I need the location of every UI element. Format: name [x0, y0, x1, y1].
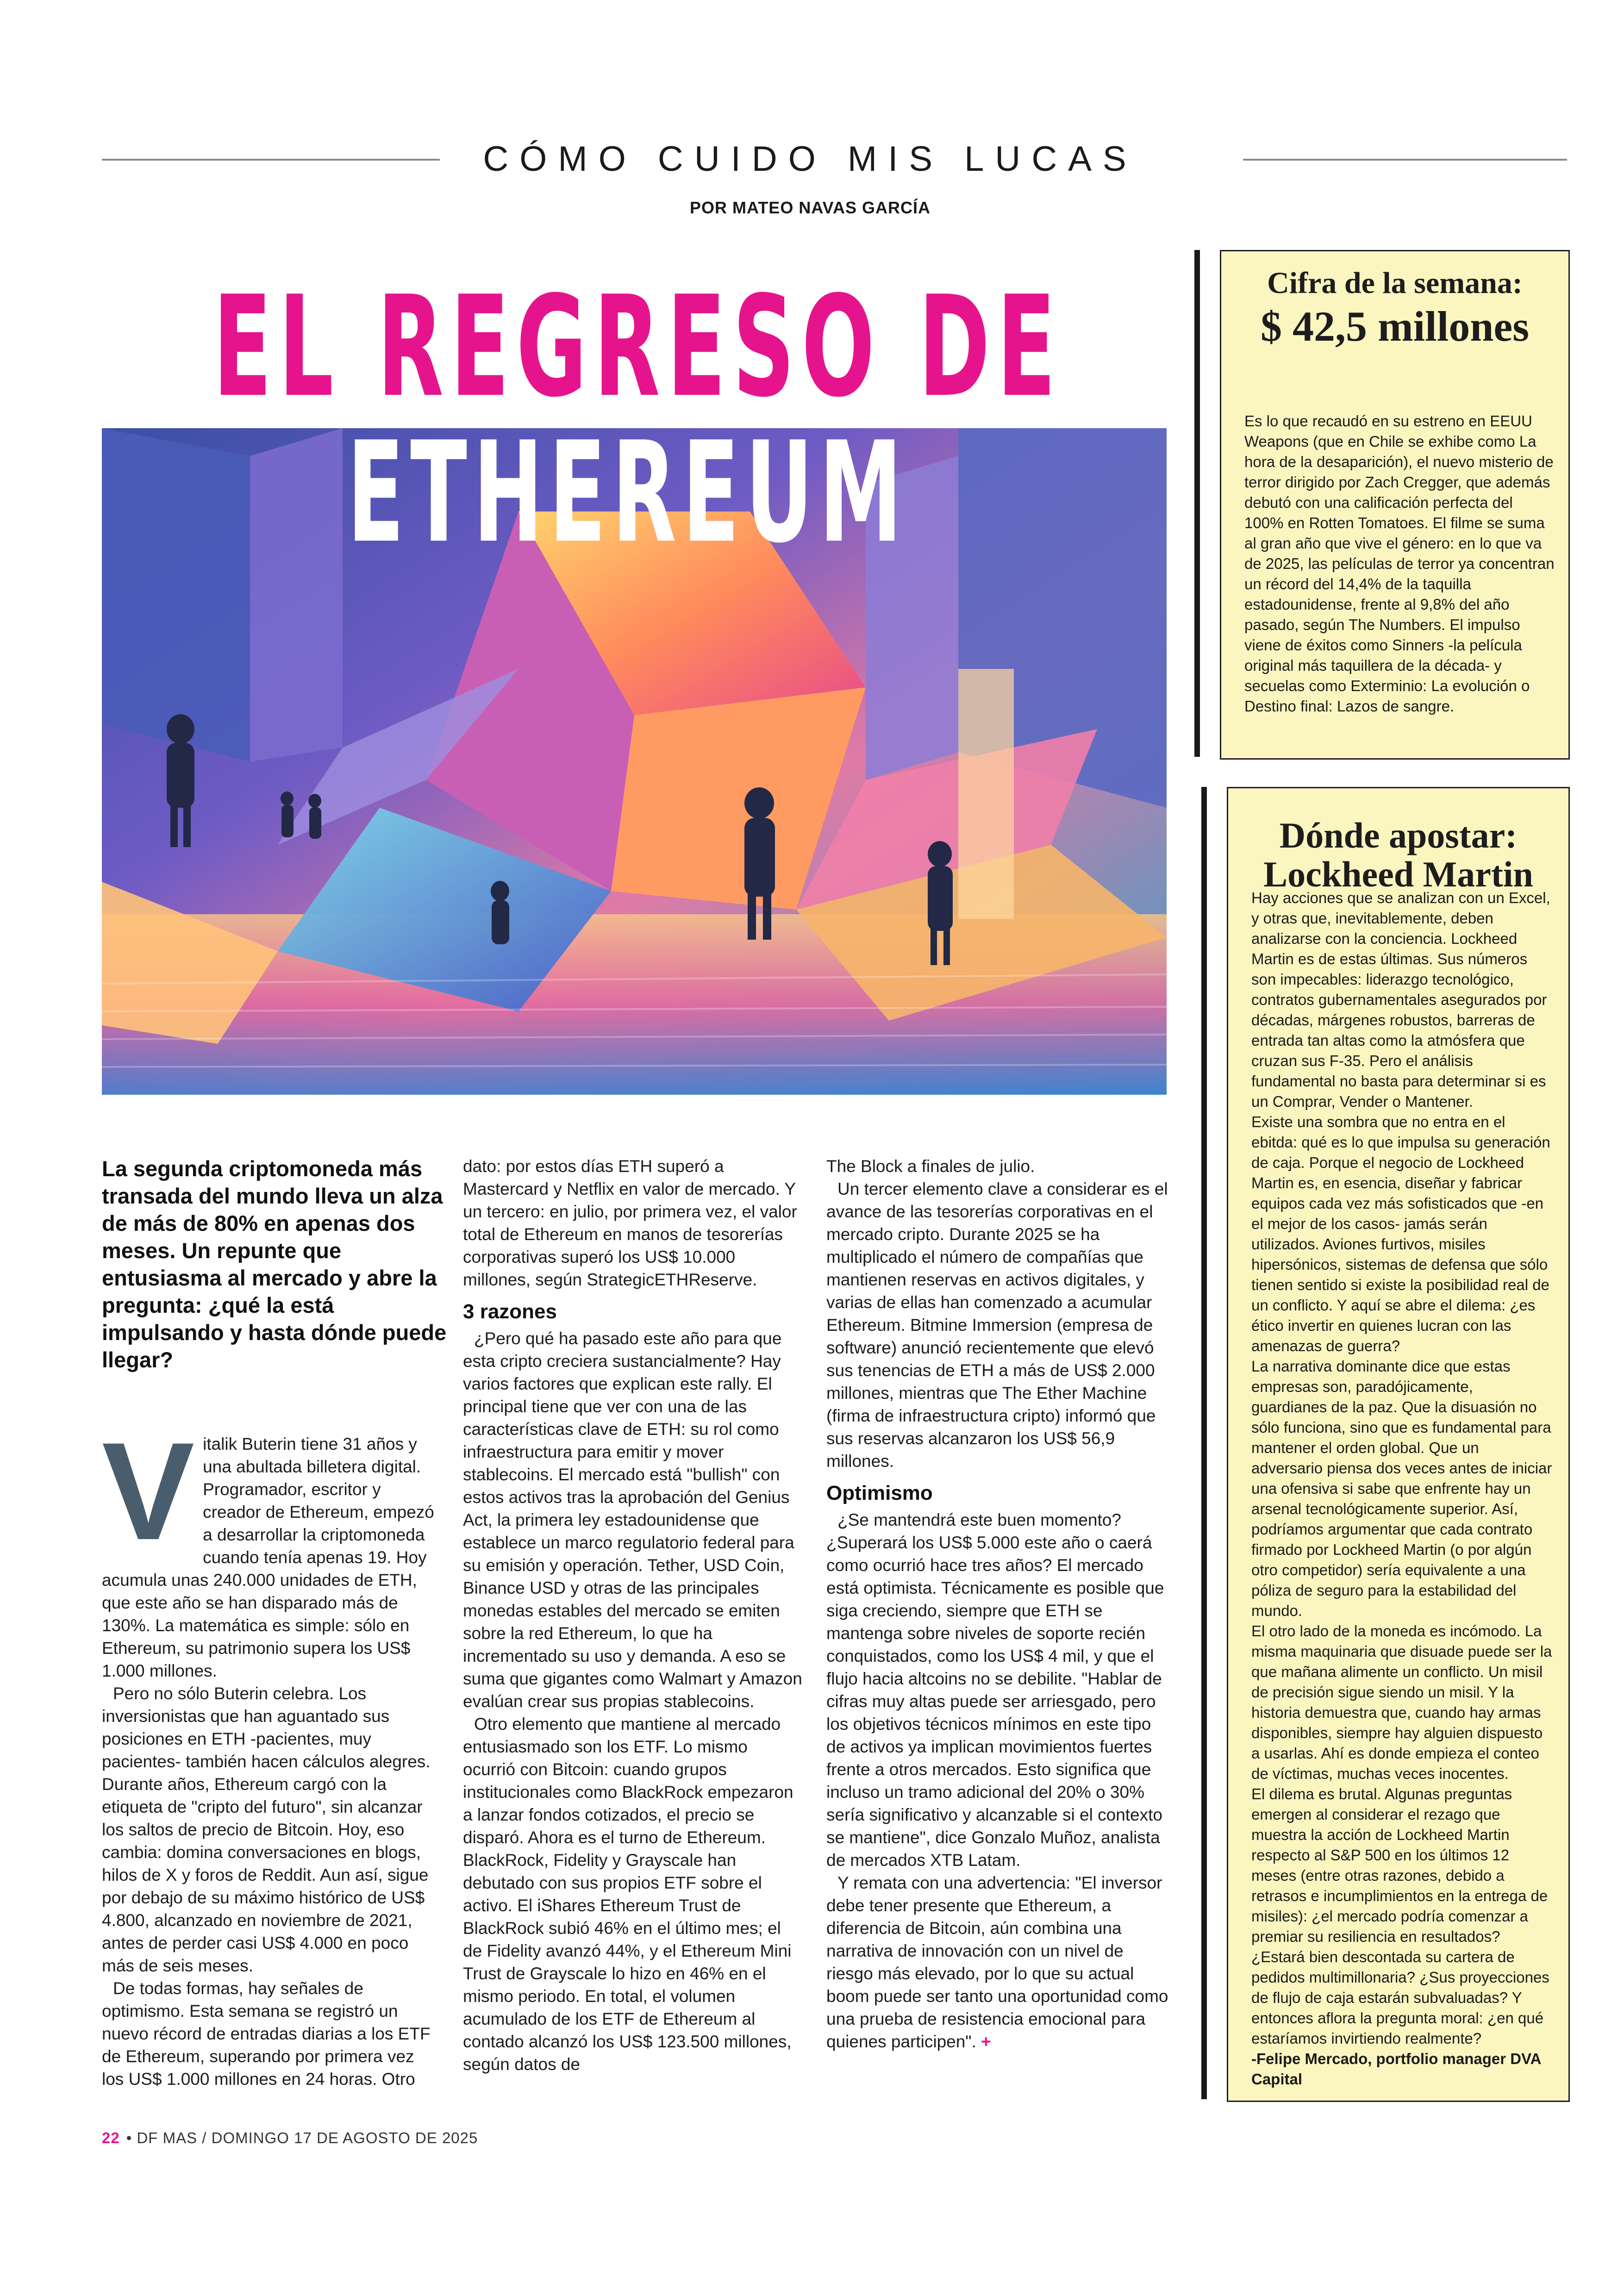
- headline-line-2: ETHEREUM: [347, 412, 908, 574]
- page-number: 22: [102, 2129, 120, 2146]
- headline-line-1: EL REGRESO DE: [213, 266, 1063, 428]
- paragraph: italik Buterin tiene 31 años y una abultada billetera digital. Programador, escritor y creador de Ethereum, empezó a desarrollar la criptomoneda cuando tenía apenas 19. Hoy acumula unas 240.000 unidades de ETH, que este año se han disparado más de 130%. La matemática es simple: sólo en Ethereum, su patrimonio supera los US$ 1.000 millones.: [102, 1434, 434, 1680]
- subheading-optimismo: Optimismo: [826, 1482, 933, 1504]
- sidebar-2-paragraph: El dilema es brutal. Algunas preguntas emergen al considerar el rezago que muestra la acción de Lockheed Martin respecto al S&P 500 en los últimos 12 meses (entre otras razones, debido a retrasos e incumplimientos en la entrega de misiles): ¿el mercado podría comenzar a premiar su resiliencia en resultados? ¿Estará bien descontada su cartera de pedidos multimillonaria? ¿Sus proyecciones de flujo de caja estarán subvaluadas? Y entonces aflora la pregunta moral: ¿en qué estaríamos invirtiendo realmente?: [1251, 1785, 1549, 2047]
- paragraph: [826, 1871, 1169, 2053]
- subheading-3-razones: 3 razones: [463, 1300, 557, 1323]
- sidebar-1-figure: $ 42,5 millones: [1260, 303, 1530, 350]
- sidebar-cifra-semana: [1220, 250, 1570, 760]
- sidebar-2-paragraph: Existe una sombra que no entra en el ebitda: qué es lo que impulsa su generación de caja. Porque el negocio de Lockheed Martin es, en esencia, diseñar y fabricar equipos cada vez más sofisticados que -en el mejor de los casos- jamás serán utilizados. Aviones furtivos, misiles hipersónicos, sistemas de defensa que sólo tienen sentido si existe la posibilidad real de un conflicto. Y aquí se abre el dilema: ¿es ético invertir en quienes lucran con las amenazas de guerra?: [1251, 1113, 1550, 1354]
- sidebar-1-text: Es lo que recaudó en su estreno en EEUU Weapons (que en Chile se exhibe como La hora de la desaparición), el nuevo misterio de terror dirigido por Zach Cregger, que además debutó con una calificación perfecta del 100% en Rotten Tomatoes. El filme se suma al gran año que vive el género: en lo que va de 2025, las películas de terror ya concentran un récord del 14,4% de la taquilla estadounidense, frente al 9,8% del año pasado, según The Numbers. El impulso viene de éxitos como Sinners -la película original más taquillera de la década- y secuelas como Exterminio: La evolución o Destino final: Lazos de sangre.: [1244, 412, 1555, 715]
- article-column-2: [463, 1155, 803, 2076]
- paragraph: ¿Se mantendrá este buen momento? ¿Superará los US$ 5.000 este año o caerá como ocurrió hace tres años? El mercado está optimista. Técnicamente es posible que siga creciendo, siempre que ETH se mantenga sobre niveles de soporte recién conquistados, como los US$ 4 mil, y que el flujo hacia altcoins no se debilite. "Hablar de cifras muy altas puede ser arriesgado, pero los objetivos técnicos mínimos en este tipo de activos ya implican movimientos fuertes frente a otros mercados. Esto significa que incluso un tramo adicional del 20% o 30% sería significativo y alcanzable si el contexto se mantiene", dice Gonzalo Muñoz, analista de mercados XTB Latam.: [826, 1510, 1164, 1870]
- byline: POR MATEO NAVAS GARCÍA: [689, 198, 931, 217]
- paragraph: De todas formas, hay señales de optimismo. Esta semana se registró un nuevo récord de entradas diarias a los ETF de Ethereum, superando por primera vez los US$ 1.000 millones en 24 horas. Otro: [102, 1979, 431, 2089]
- sidebar-2-bar: [1201, 787, 1207, 2099]
- page-footer: [102, 2129, 478, 2147]
- paragraph: Otro elemento que mantiene al mercado entusiasmado son los ETF. Lo mismo ocurrió con Bitcoin: cuando grupos institucionales como BlackRock empezaron a lanzar fondos cotizados, el precio se disparó. Ahora es el turno de Ethereum. BlackRock, Fidelity y Grayscale han debutado con sus propios ETF sobre el activo. El iShares Ethereum Trust de BlackRock subió 46% en el último mes; el de Fidelity avanzó 44%, y el Ethereum Mini Trust de Grayscale lo hizo en 46% en el mismo periodo. En total, el volumen acumulado de los ETF de Ethereum al contado alcanzó los US$ 123.500 millones, según datos de: [463, 1715, 793, 2074]
- end-mark: +: [981, 2032, 991, 2051]
- sidebar-2-paragraph: Hay acciones que se analizan con un Excel, y otras que, inevitablemente, deben analizarse con la conciencia. Lockheed Martin es de estas últimas. Sus números son impecables: liderazgo tecnológico, contratos gubernamentales asegurados por décadas, márgenes robustos, barreras de entrada tan altas como la atmósfera que cruzan sus F-35. Pero el análisis fundamental no basta para determinar si es un Comprar, Vender o Mantener.: [1251, 889, 1550, 1110]
- section-title: CÓMO CUIDO MIS LUCAS: [483, 139, 1137, 179]
- sidebar-2-paragraph: La narrativa dominante dice que estas empresas son, paradójicamente, guardianes de la paz. Que la disuasión no sólo funciona, sino que es fundamental para mantener el orden global. Que un adversario piensa dos veces antes de iniciar una ofensiva si sabe que enfrente hay un arsenal tecnológicamente superior. Así, podríamos argumentar que cada contrato firmado por Lockheed Martin (o por algún otro competidor) sería equivalente a una póliza de seguro para la estabilidad del mundo.: [1251, 1358, 1552, 1619]
- article-column-1: [102, 1413, 437, 2090]
- sidebar-1-title: Cifra de la semana:: [1267, 266, 1523, 300]
- paragraph: ¿Pero qué ha pasado este año para que esta cripto creciera sustancialmente? Hay varios factores que explican este rally. El principal tiene que ver con una de las características clave de ETH: su rol como infraestructura para emitir y mover stablecoins. El mercado está "bullish" con estos activos tras la aprobación del Genius Act, la primera ley estadounidense que establece un marco regulatorio federal para su emisión y operación. Tether, USD Coin, Binance USD y otras de las principales monedas estables del mercado se emiten sobre la red Ethereum, lo que ha incrementado su uso y demanda. A eso se suma que gigantes como Walmart y Amazon evalúan crear sus propias stablecoins.: [463, 1329, 802, 1711]
- sidebar-donde-apostar: [1227, 787, 1570, 2102]
- paragraph: dato: por estos días ETH superó a Mastercard y Netflix en valor de mercado. Y un tercero: en julio, por primera vez, el valor total de Ethereum en manos de tesorerías corporativas superó los US$ 10.000 millones, según StrategicETHReserve.: [463, 1157, 797, 1289]
- drop-cap: V: [102, 1413, 195, 1569]
- paragraph: Un tercer elemento clave a considerar es el avance de las tesorerías corporativas en el mercado cripto. Durante 2025 se ha multiplicado el número de compañías que mantienen reservas en activos digitales, y varias de ellas han comenzado a acumular Ethereum. Bitmine Immersion (empresa de software) anunció recientemente que elevó sus tenencias de ETH a más de US$ 2.000 millones, mientras que The Ether Machine (firma de infraestructura cripto) informó que sus reservas alcanzaron los US$ 56,9 millones.: [826, 1179, 1168, 1471]
- sidebar-1-bar: [1194, 250, 1200, 757]
- sidebar-2-paragraph: El otro lado de la moneda es incómodo. La misma maquinaria que disuade puede ser la que mañana alimente un conflicto. Un misil de precisión sigue siendo un misil. Y la historia demuestra que, cuando hay armas disponibles, siempre hay alguien dispuesto a usarlas. Ahí es donde empieza el conteo de víctimas, muchas veces inocentes.: [1251, 1622, 1552, 1782]
- paragraph: Pero no sólo Buterin celebra. Los inversionistas que han aguantado sus posiciones en ETH -pacientes, muy pacientes- también hacen cálculos alegres. Durante años, Ethereum cargó con la etiqueta de "cripto del futuro", sin alcanzar los saltos de precio de Bitcoin. Hoy, eso cambia: domina conversaciones en blogs, hilos de X y foros de Reddit. Aun así, sigue por debajo de su máximo histórico de US$ 4.800, alcanzado en noviembre de 2021, antes de perder casi US$ 4.000 en poco más de seis meses.: [102, 1684, 431, 1975]
- sidebar-2-body: [1251, 888, 1552, 2089]
- paragraph: The Block a finales de julio.: [826, 1157, 1035, 1176]
- article-deck: La segunda criptomoneda más transada del mundo lleva un alza de más de 80% en apenas dos meses. Un repunte que entusiasma al mercado y abre la pregunta: ¿qué la está impulsando y hasta dónde puede llegar?: [102, 1156, 447, 1372]
- sidebar-2-title: Dónde apostar: Lockheed Martin: [1263, 815, 1533, 894]
- paragraph-text: Y remata con una advertencia: "El inversor debe tener presente que Ethereum, a diferencia de Bitcoin, aún combina una narrativa de innovación con un nivel de riesgo más elevado, por lo que su actual boom puede ser tanto una oportunidad como una prueba de resistencia emocional para quienes participen".: [826, 1873, 1168, 2051]
- header-rule-right: [1243, 159, 1567, 161]
- article-column-3: [826, 1155, 1169, 2053]
- sidebar-2-signature: -Felipe Mercado, portfolio manager DVA Capital: [1251, 2050, 1541, 2088]
- publication-info: • DF MAS / DOMINGO 17 DE AGOSTO DE 2025: [126, 2129, 478, 2146]
- header-rule-left: [102, 159, 440, 161]
